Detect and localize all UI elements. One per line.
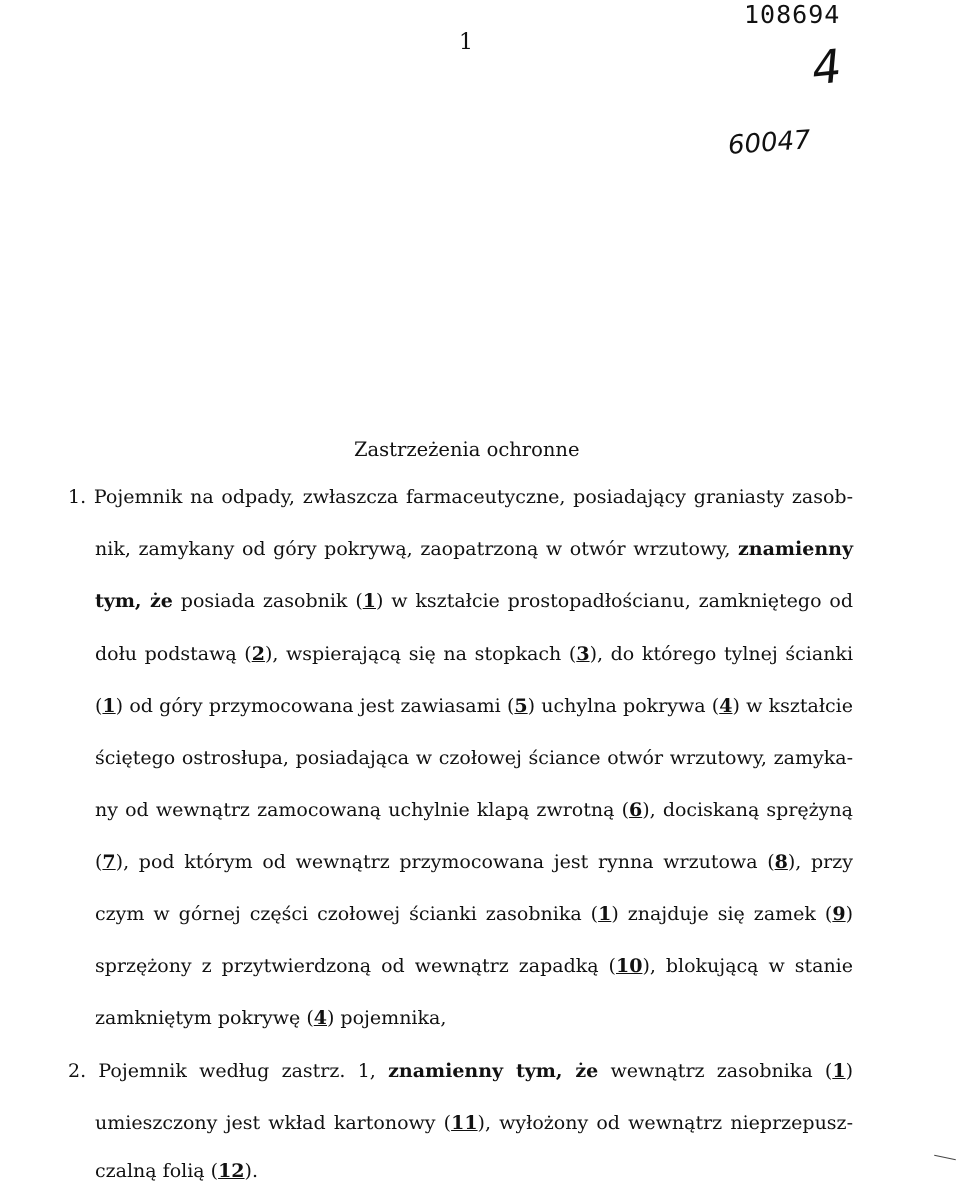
claim-1-line-2-text: nik, zamykany od góry pokrywą, zaopatrzoną w otwór wrzutowy, znamienny (95, 538, 853, 560)
claim-1-line-10: sprzężony z przytwierdzoną od wewnątrz zapadką (10), blokującą w stanie (95, 955, 853, 977)
claim-2-line-1: 2. Pojemnik według zastrz. 1, znamienny tym, że wewnątrz zasobnika (1) (68, 1060, 853, 1082)
claim-1-line-9: czym w górnej części czołowej ścianki zasobnika (1) znajduje się zamek (9) (95, 903, 853, 925)
claim-2-line-2: umieszczony jest wkład kartonowy (11), wyłożony od wewnątrz nieprzepusz- (95, 1112, 853, 1134)
claim-2-line-3: czalną folią (12). (95, 1160, 258, 1182)
claim-1-line-2 (95, 538, 853, 560)
document-number: 108694 (744, 0, 841, 29)
claim-1-line-11: zamkniętym pokrywę (4) pojemnika, (95, 1007, 447, 1029)
claims-heading: Zastrzeżenia ochronne (354, 438, 580, 461)
handwritten-code: 60047 (727, 125, 812, 161)
claim-1-line-7: ny od wewnątrz zamocowaną uchylnie klapą zwrotną (6), dociskaną sprężyną (95, 799, 853, 821)
claim-1-line-3: tym, że posiada zasobnik (1) w kształcie prostopadłościanu, zamkniętego od (95, 590, 854, 612)
claim-1-line-1: 1. Pojemnik na odpady, zwłaszcza farmaceutyczne, posiadający graniasty zasob- (68, 486, 853, 508)
margin-dash-mark (934, 1155, 956, 1161)
claim-1-line-4: dołu podstawą (2), wspierającą się na stopkach (3), do którego tylnej ścianki (95, 643, 854, 665)
handwritten-mark: 4 (809, 38, 845, 96)
claim-1-line-8: (7), pod którym od wewnątrz przymocowana jest rynna wrzutowa (8), przy (95, 851, 853, 873)
page-number: 1 (459, 30, 473, 55)
claim-1-line-6: ściętego ostrosłupa, posiadająca w czołowej ściance otwór wrzutowy, zamyka- (95, 747, 853, 769)
claim-1-line-5: (1) od góry przymocowana jest zawiasami (5) uchylna pokrywa (4) w kształcie (95, 695, 853, 717)
